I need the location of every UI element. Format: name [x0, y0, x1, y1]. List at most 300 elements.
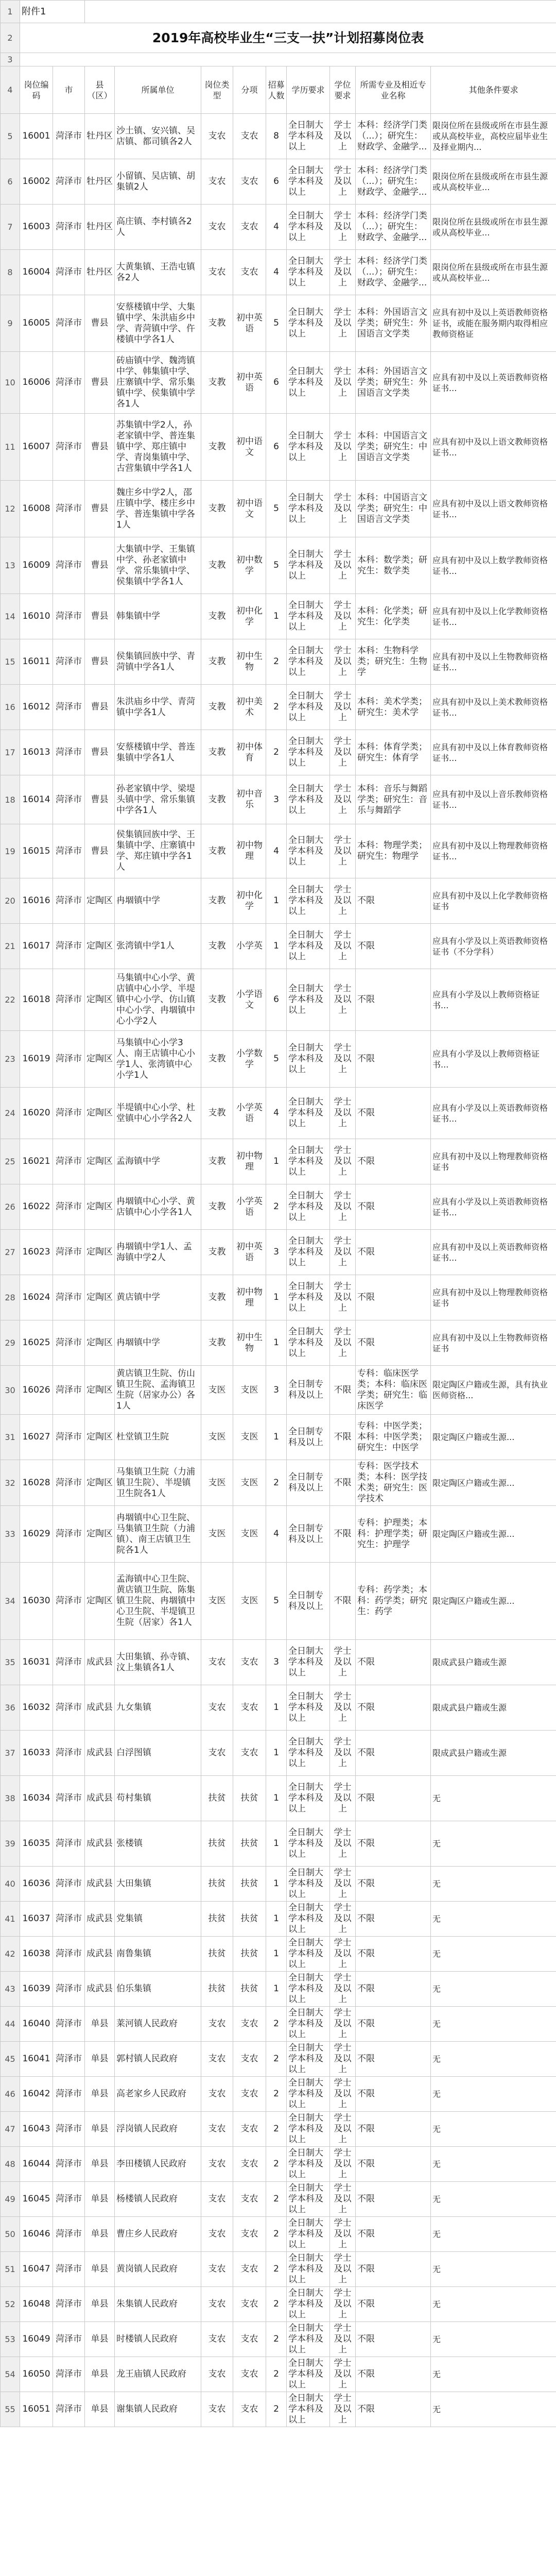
- cell-deg: 学士及以上: [330, 2252, 356, 2287]
- cell-county: 定陶区: [85, 1275, 115, 1320]
- cell-edu: 全日制大学本科及以上: [287, 1902, 330, 1937]
- cell-sub: 初中语文: [233, 414, 266, 481]
- cell-type: 支农: [201, 2077, 233, 2112]
- cell-county: 定陶区: [85, 878, 115, 924]
- cell-city: 菏泽市: [53, 730, 85, 775]
- cell-major: 专科：中医学类；本科：中医学类；研究生：中医学: [356, 1415, 431, 1460]
- cell-edu: 全日制专科及以上: [287, 1563, 330, 1640]
- header-cell: 所属单位: [115, 66, 201, 114]
- table-row: [1, 924, 556, 969]
- cell-city: 菏泽市: [53, 1366, 85, 1415]
- cell-county: 单县: [85, 2287, 115, 2322]
- cell-deg: 学士及以上: [330, 2007, 356, 2042]
- header-cell: 所需专业及相近专业名称: [356, 66, 431, 114]
- row-number: 53: [1, 2322, 20, 2357]
- cell-county: 定陶区: [85, 1415, 115, 1460]
- cell-code: 16027: [20, 1415, 53, 1460]
- cell-type: 支教: [201, 414, 233, 481]
- row-number: 17: [1, 730, 20, 775]
- cell-code: 16024: [20, 1275, 53, 1320]
- cell-sub: 支农: [233, 205, 266, 250]
- cell-code: 16012: [20, 685, 53, 730]
- cell-unit: 沙土镇、安兴镇、吴店镇、都司镇各2人: [115, 114, 201, 159]
- cell-county: 定陶区: [85, 924, 115, 969]
- cell-other: 限岗位所在县级或所在市县生源或从高校毕业...: [431, 205, 556, 250]
- cell-unit: 苟村集镇: [115, 1776, 201, 1821]
- cell-edu: 全日制大学本科及以上: [287, 1867, 330, 1902]
- cell-type: 支医: [201, 1415, 233, 1460]
- cell-city: 菏泽市: [53, 2182, 85, 2217]
- cell-code: 16015: [20, 824, 53, 878]
- cell-city: 菏泽市: [53, 1184, 85, 1230]
- cell-city: 菏泽市: [53, 1460, 85, 1506]
- cell-unit: 朱洪庙乡中学、青菏镇中学各1人: [115, 685, 201, 730]
- cell-code: 16016: [20, 878, 53, 924]
- cell-other: 应具有初中及以上英语教师资格证书...: [431, 1230, 556, 1275]
- cell-edu: 全日制大学本科及以上: [287, 924, 330, 969]
- table-row: [1, 1230, 556, 1275]
- cell-num: 5: [266, 481, 287, 537]
- cell-type: 支农: [201, 2182, 233, 2217]
- cell-sub: 初中数学: [233, 537, 266, 594]
- cell-unit: 冉堌镇中学: [115, 878, 201, 924]
- cell-city: 菏泽市: [53, 205, 85, 250]
- cell-num: 5: [266, 537, 287, 594]
- cell-sub: 初中化学: [233, 594, 266, 639]
- table-row: [1, 824, 556, 878]
- cell-sub: 支医: [233, 1415, 266, 1460]
- cell-deg: 学士及以上: [330, 205, 356, 250]
- cell-code: 16043: [20, 2112, 53, 2147]
- cell-type: 支农: [201, 2357, 233, 2392]
- cell-edu: 全日制大学本科及以上: [287, 775, 330, 824]
- cell-major: 专科：护理类；本科：护理学类；研究生：护理学: [356, 1506, 431, 1563]
- table-row: [1, 481, 556, 537]
- cell-type: 支教: [201, 1088, 233, 1139]
- cell-code: 16010: [20, 594, 53, 639]
- cell-major: 本科：化学类；研究生：化学类: [356, 594, 431, 639]
- cell-unit: 侯集镇回族中学、青菏镇中学各1人: [115, 639, 201, 685]
- cell-edu: 全日制大学本科及以上: [287, 205, 330, 250]
- cell-unit: 苏集镇中学2人，孙老家镇中学、普连集镇中学、郑庄镇中学、青岗集镇中学、古营集镇中学各1人: [115, 414, 201, 481]
- cell-city: 菏泽市: [53, 2147, 85, 2182]
- table-row: [1, 1972, 556, 2007]
- cell-major: 不限: [356, 1230, 431, 1275]
- cell-city: 菏泽市: [53, 594, 85, 639]
- table-row: [1, 2322, 556, 2357]
- cell-code: 16019: [20, 1031, 53, 1088]
- cell-unit: 曹庄乡人民政府: [115, 2217, 201, 2252]
- cell-city: 菏泽市: [53, 2252, 85, 2287]
- cell-county: 定陶区: [85, 1563, 115, 1640]
- cell-county: 曹县: [85, 730, 115, 775]
- cell-code: 16028: [20, 1460, 53, 1506]
- cell-code: 16017: [20, 924, 53, 969]
- cell-major: 本科：中国语言文学类；研究生：中国语言文学类: [356, 481, 431, 537]
- cell-unit: 南鲁集镇: [115, 1937, 201, 1972]
- row-number: 26: [1, 1184, 20, 1230]
- cell-county: 单县: [85, 2112, 115, 2147]
- cell-other: 应具有初中及以上化学教师资格证书: [431, 878, 556, 924]
- cell-major: 不限: [356, 1139, 431, 1184]
- table-row: [1, 1731, 556, 1776]
- cell-edu: 全日制大学本科及以上: [287, 2007, 330, 2042]
- cell-type: 支教: [201, 878, 233, 924]
- cell-deg: 学士及以上: [330, 1088, 356, 1139]
- table-row: [1, 1776, 556, 1821]
- cell-edu: 全日制大学本科及以上: [287, 1937, 330, 1972]
- cell-other: 限成武县户籍或生源: [431, 1685, 556, 1731]
- cell-major: 不限: [356, 1685, 431, 1731]
- cell-county: 牡丹区: [85, 205, 115, 250]
- cell-city: 菏泽市: [53, 1776, 85, 1821]
- cell-city: 菏泽市: [53, 1731, 85, 1776]
- cell-deg: 学士及以上: [330, 685, 356, 730]
- cell-sub: 支医: [233, 1460, 266, 1506]
- cell-code: 16002: [20, 159, 53, 205]
- cell-code: 16034: [20, 1776, 53, 1821]
- cell-num: 1: [266, 1937, 287, 1972]
- cell-type: 支教: [201, 924, 233, 969]
- cell-major: 不限: [356, 2007, 431, 2042]
- table-row: [1, 2042, 556, 2077]
- cell-unit: 大田集镇、孙寺镇、汶上集镇各1人: [115, 1640, 201, 1685]
- cell-num: 4: [266, 205, 287, 250]
- cell-city: 菏泽市: [53, 1972, 85, 2007]
- cell-sub: 支农: [233, 2042, 266, 2077]
- cell-edu: 全日制大学本科及以上: [287, 1640, 330, 1685]
- cell-num: 2: [266, 2252, 287, 2287]
- cell-other: 限岗位所在县级或所在市县生源或从高校毕业...: [431, 159, 556, 205]
- cell-edu: 全日制大学本科及以上: [287, 1088, 330, 1139]
- cell-type: 支农: [201, 2287, 233, 2322]
- cell-county: 牡丹区: [85, 250, 115, 295]
- cell-type: 扶贫: [201, 1821, 233, 1867]
- cell-sub: 初中体育: [233, 730, 266, 775]
- cell-type: 支教: [201, 295, 233, 352]
- table-row: [1, 2392, 556, 2427]
- cell-deg: 学士及以上: [330, 481, 356, 537]
- row-number: 47: [1, 2112, 20, 2147]
- table-row: [1, 1640, 556, 1685]
- cell-code: 16031: [20, 1640, 53, 1685]
- cell-other: 应具有初中及以上化学教师资格证书...: [431, 594, 556, 639]
- cell-other: 应具有小学及以上英语教师资格证书...: [431, 1088, 556, 1139]
- cell-major: 不限: [356, 1821, 431, 1867]
- row-number: 49: [1, 2182, 20, 2217]
- cell-city: 菏泽市: [53, 414, 85, 481]
- table-row: [1, 594, 556, 639]
- cell-unit: 高庄镇、李村镇各2人: [115, 205, 201, 250]
- table-row: [1, 2252, 556, 2287]
- cell-county: 牡丹区: [85, 114, 115, 159]
- cell-sub: 支农: [233, 2252, 266, 2287]
- row-number: 39: [1, 1821, 20, 1867]
- cell-sub: 扶贫: [233, 1821, 266, 1867]
- cell-unit: 张楼镇: [115, 1821, 201, 1867]
- cell-num: 1: [266, 594, 287, 639]
- row-number: 1: [1, 1, 20, 23]
- row-number: 43: [1, 1972, 20, 2007]
- cell-num: 2: [266, 2147, 287, 2182]
- row-number: 41: [1, 1902, 20, 1937]
- cell-major: 不限: [356, 1031, 431, 1088]
- cell-sub: 扶贫: [233, 1867, 266, 1902]
- cell-type: 支医: [201, 1460, 233, 1506]
- cell-code: 16011: [20, 639, 53, 685]
- cell-county: 定陶区: [85, 1320, 115, 1366]
- header-row: [1, 66, 556, 114]
- cell-code: 16007: [20, 414, 53, 481]
- cell-other: 应具有小学及以上英语教师资格证书（不分学科）: [431, 924, 556, 969]
- cell-county: 定陶区: [85, 1184, 115, 1230]
- cell-other: 无: [431, 2147, 556, 2182]
- cell-city: 菏泽市: [53, 1867, 85, 1902]
- cell-type: 扶贫: [201, 1902, 233, 1937]
- cell-edu: 全日制专科及以上: [287, 1506, 330, 1563]
- cell-city: 菏泽市: [53, 2042, 85, 2077]
- cell-deg: 学士及以上: [330, 1184, 356, 1230]
- table-row: [1, 414, 556, 481]
- cell-sub: 支医: [233, 1366, 266, 1415]
- cell-num: 2: [266, 685, 287, 730]
- cell-county: 单县: [85, 2147, 115, 2182]
- row-number: 29: [1, 1320, 20, 1366]
- cell-edu: 全日制大学本科及以上: [287, 2217, 330, 2252]
- cell-type: 支医: [201, 1366, 233, 1415]
- cell-major: 专科：药学类；本科：药学类；研究生：药学: [356, 1563, 431, 1640]
- cell-edu: 全日制大学本科及以上: [287, 352, 330, 414]
- cell-type: 支医: [201, 1506, 233, 1563]
- cell-unit: 李田楼镇人民政府: [115, 2147, 201, 2182]
- cell-unit: 黄店镇中学: [115, 1275, 201, 1320]
- cell-major: 不限: [356, 878, 431, 924]
- cell-num: 2: [266, 639, 287, 685]
- table-row: [1, 352, 556, 414]
- cell-other: 无: [431, 1867, 556, 1902]
- cell-major: 不限: [356, 1640, 431, 1685]
- cell-edu: 全日制大学本科及以上: [287, 969, 330, 1031]
- cell-city: 菏泽市: [53, 1821, 85, 1867]
- table-row: [1, 2077, 556, 2112]
- cell-sub: 支农: [233, 2357, 266, 2392]
- cell-sub: 支农: [233, 159, 266, 205]
- cell-num: 1: [266, 1902, 287, 1937]
- cell-code: 16035: [20, 1821, 53, 1867]
- cell-major: 本科：经济学门类（...）；研究生：财政学、金融学...: [356, 205, 431, 250]
- cell-num: 2: [266, 2042, 287, 2077]
- cell-num: 1: [266, 878, 287, 924]
- cell-major: 专科：医学技术类；本科：医学技术类；研究生：医学技术: [356, 1460, 431, 1506]
- cell-edu: 全日制大学本科及以上: [287, 1139, 330, 1184]
- cell-edu: 全日制大学本科及以上: [287, 1972, 330, 2007]
- cell-edu: 全日制大学本科及以上: [287, 1685, 330, 1731]
- cell-unit: 大集镇中学、王集镇中学、孙老家镇中学、常乐集镇中学、侯集镇中学各1人: [115, 537, 201, 594]
- cell-sub: 支医: [233, 1506, 266, 1563]
- cell-num: 2: [266, 2217, 287, 2252]
- cell-deg: 学士及以上: [330, 775, 356, 824]
- cell-unit: 杜堂镇卫生院: [115, 1415, 201, 1460]
- cell-code: 16014: [20, 775, 53, 824]
- cell-code: 16036: [20, 1867, 53, 1902]
- cell-edu: 全日制大学本科及以上: [287, 414, 330, 481]
- cell-county: 单县: [85, 2217, 115, 2252]
- table-row: [1, 1460, 556, 1506]
- cell-num: 4: [266, 250, 287, 295]
- cell-other: 无: [431, 1937, 556, 1972]
- cell-county: 曹县: [85, 537, 115, 594]
- cell-edu: 全日制专科及以上: [287, 1415, 330, 1460]
- cell-deg: 学士及以上: [330, 2357, 356, 2392]
- cell-sub: 初中语文: [233, 481, 266, 537]
- table-row: [1, 2287, 556, 2322]
- cell-county: 曹县: [85, 414, 115, 481]
- cell-code: 16042: [20, 2077, 53, 2112]
- row-number: 31: [1, 1415, 20, 1460]
- cell-deg: 学士及以上: [330, 537, 356, 594]
- cell-num: 2: [266, 2077, 287, 2112]
- cell-other: 应具有初中及以上英语教师资格证书...: [431, 352, 556, 414]
- cell-city: 菏泽市: [53, 295, 85, 352]
- cell-county: 曹县: [85, 352, 115, 414]
- cell-type: 支农: [201, 2217, 233, 2252]
- cell-deg: 学士及以上: [330, 730, 356, 775]
- cell-sub: 支农: [233, 1731, 266, 1776]
- cell-major: 不限: [356, 1776, 431, 1821]
- cell-unit: 九女集镇: [115, 1685, 201, 1731]
- row-number: 30: [1, 1366, 20, 1415]
- cell-deg: 学士及以上: [330, 1902, 356, 1937]
- cell-unit: 党集镇: [115, 1902, 201, 1937]
- cell-city: 菏泽市: [53, 1031, 85, 1088]
- cell-num: 2: [266, 2287, 287, 2322]
- row-number: 37: [1, 1731, 20, 1776]
- cell-other: 无: [431, 2287, 556, 2322]
- cell-edu: 全日制大学本科及以上: [287, 1821, 330, 1867]
- cell-edu: 全日制大学本科及以上: [287, 639, 330, 685]
- cell-other: 限成武县户籍或生源: [431, 1731, 556, 1776]
- row-number: 23: [1, 1031, 20, 1088]
- cell-deg: 学士及以上: [330, 878, 356, 924]
- cell-unit: 朱集镇人民政府: [115, 2287, 201, 2322]
- cell-other: 限岗位所在县级或所在市县生源或从高校毕业...: [431, 250, 556, 295]
- header-cell: 岗位类型: [201, 66, 233, 114]
- cell-deg: 学士及以上: [330, 969, 356, 1031]
- cell-sub: 扶贫: [233, 1902, 266, 1937]
- cell-type: 支教: [201, 969, 233, 1031]
- cell-code: 16003: [20, 205, 53, 250]
- cell-edu: 全日制大学本科及以上: [287, 1275, 330, 1320]
- cell-sub: 初中美术: [233, 685, 266, 730]
- cell-county: 单县: [85, 2042, 115, 2077]
- cell-major: 不限: [356, 2042, 431, 2077]
- cell-edu: 全日制大学本科及以上: [287, 685, 330, 730]
- cell-city: 菏泽市: [53, 2392, 85, 2427]
- cell-edu: 全日制大学本科及以上: [287, 2287, 330, 2322]
- cell-city: 菏泽市: [53, 2007, 85, 2042]
- cell-deg: 学士及以上: [330, 1937, 356, 1972]
- cell-deg: 学士及以上: [330, 1776, 356, 1821]
- table-row: [1, 1821, 556, 1867]
- table-row: [1, 685, 556, 730]
- cell-major: 不限: [356, 2287, 431, 2322]
- cell-unit: 孙老家镇中学、梁堤头镇中学、常乐集镇中学各1人: [115, 775, 201, 824]
- cell-deg: 学士及以上: [330, 2112, 356, 2147]
- cell-sub: 扶贫: [233, 1776, 266, 1821]
- cell-edu: 全日制大学本科及以上: [287, 2112, 330, 2147]
- cell-deg: 学士及以上: [330, 1275, 356, 1320]
- cell-other: 应具有小学及以上教师资格证书...: [431, 1031, 556, 1088]
- cell-code: 16051: [20, 2392, 53, 2427]
- cell-unit: 伯乐集镇: [115, 1972, 201, 2007]
- cell-unit: 小留镇、吴店镇、胡集镇2人: [115, 159, 201, 205]
- cell-city: 菏泽市: [53, 1088, 85, 1139]
- cell-deg: 学士及以上: [330, 1685, 356, 1731]
- cell-sub: 初中物理: [233, 1139, 266, 1184]
- cell-major: 不限: [356, 2217, 431, 2252]
- cell-county: 曹县: [85, 685, 115, 730]
- cell-sub: 支农: [233, 1685, 266, 1731]
- cell-num: 2: [266, 2007, 287, 2042]
- cell-type: 支农: [201, 205, 233, 250]
- cell-other: 应具有初中及以上数学教师资格证书...: [431, 537, 556, 594]
- cell-code: 16018: [20, 969, 53, 1031]
- cell-edu: 全日制专科及以上: [287, 1366, 330, 1415]
- cell-code: 16037: [20, 1902, 53, 1937]
- cell-county: 单县: [85, 2322, 115, 2357]
- cell-sub: 支农: [233, 2077, 266, 2112]
- cell-city: 菏泽市: [53, 1230, 85, 1275]
- cell-code: 16005: [20, 295, 53, 352]
- cell-type: 支教: [201, 730, 233, 775]
- cell-code: 16047: [20, 2252, 53, 2287]
- cell-unit: 砖庙镇中学、魏湾镇中学、韩集镇中学、庄寨镇中学、常乐集镇中学、侯集镇中学各1人: [115, 352, 201, 414]
- cell-type: 支农: [201, 1731, 233, 1776]
- cell-major: 不限: [356, 1902, 431, 1937]
- cell-unit: 魏庄乡中学2人，邵庄镇中学、楼庄乡中学、普连集镇中学各1人: [115, 481, 201, 537]
- cell-city: 菏泽市: [53, 878, 85, 924]
- cell-unit: 孟海镇中心卫生院、黄店镇卫生院、陈集镇卫生院、冉堌镇中心卫生院、半堤镇卫生院（居家）各1人: [115, 1563, 201, 1640]
- row-number: 24: [1, 1088, 20, 1139]
- cell-deg: 学士及以上: [330, 414, 356, 481]
- cell-city: 菏泽市: [53, 1506, 85, 1563]
- cell-code: 16044: [20, 2147, 53, 2182]
- cell-num: 4: [266, 824, 287, 878]
- cell-other: 无: [431, 1776, 556, 1821]
- cell-unit: 冉堌镇中心小学、黄店镇中心小学各1人: [115, 1184, 201, 1230]
- cell-unit: 马集镇卫生院（力浦镇卫生院）、半堤镇卫生院各1人: [115, 1460, 201, 1506]
- row-number: 4: [1, 66, 20, 114]
- cell-deg: 学士及以上: [330, 2322, 356, 2357]
- table-row: [1, 2182, 556, 2217]
- row-number: 8: [1, 250, 20, 295]
- cell-type: 支农: [201, 159, 233, 205]
- cell-deg: 学士及以上: [330, 824, 356, 878]
- cell-unit: 龙王庙镇人民政府: [115, 2357, 201, 2392]
- cell-deg: 不限: [330, 1563, 356, 1640]
- cell-num: 3: [266, 775, 287, 824]
- cell-num: 1: [266, 924, 287, 969]
- cell-code: 16049: [20, 2322, 53, 2357]
- cell-city: 菏泽市: [53, 1415, 85, 1460]
- cell-other: 限岗位所在县级或所在市县生源或从高校毕业，高校应届毕业生及择业期内...: [431, 114, 556, 159]
- cell-county: 成武县: [85, 1640, 115, 1685]
- cell-sub: 支医: [233, 1563, 266, 1640]
- cell-edu: 全日制大学本科及以上: [287, 2182, 330, 2217]
- row-number: 21: [1, 924, 20, 969]
- table-row: [1, 2112, 556, 2147]
- cell-county: 单县: [85, 2392, 115, 2427]
